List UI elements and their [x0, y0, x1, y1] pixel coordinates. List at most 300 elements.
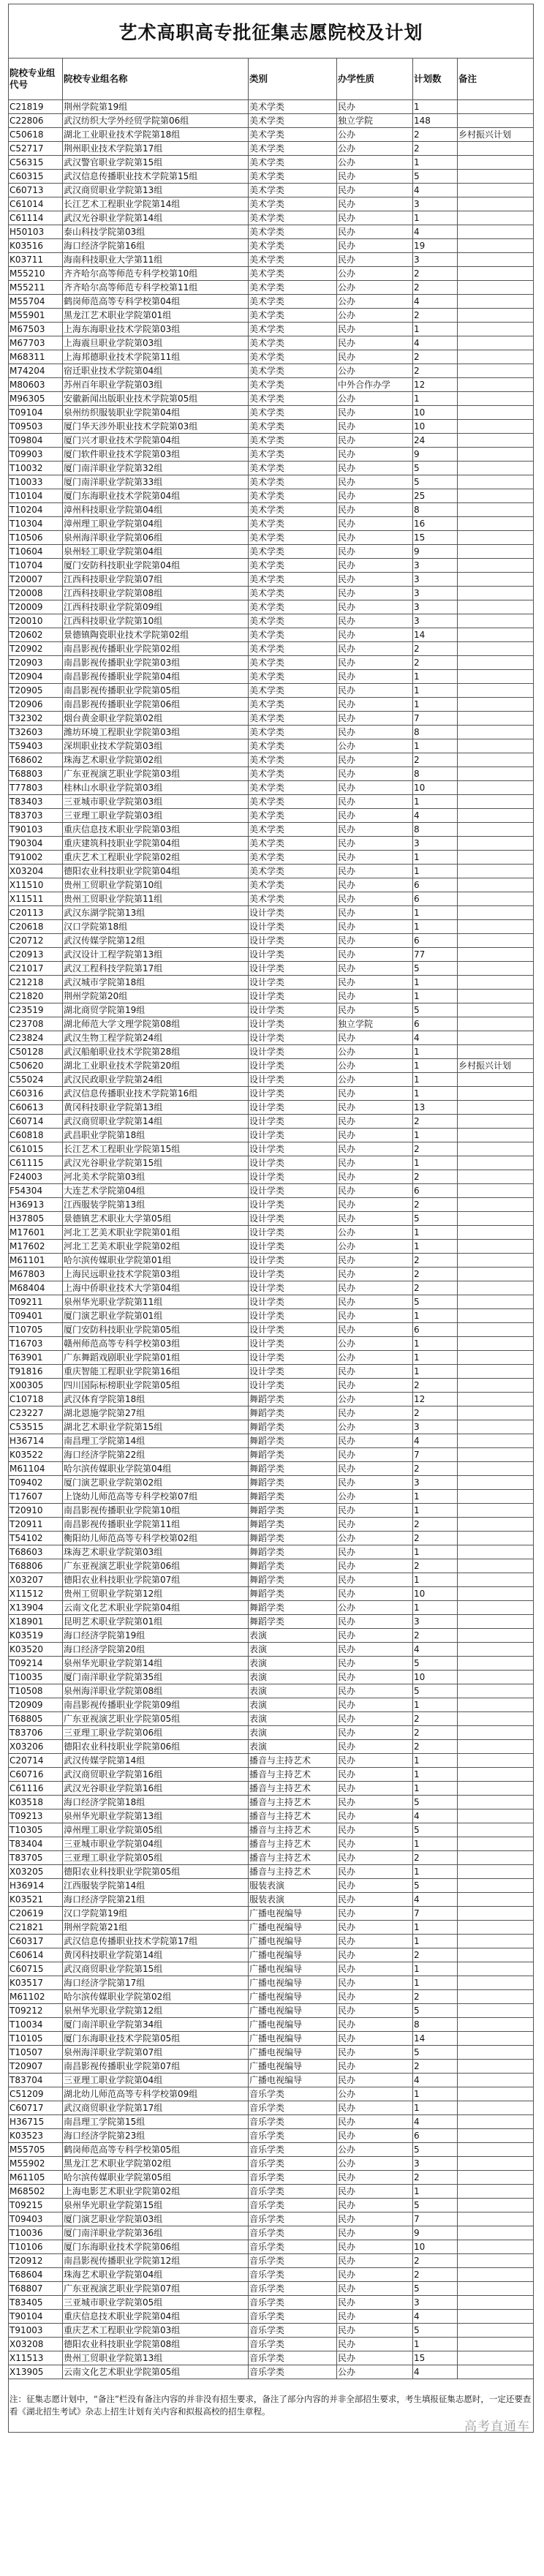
cell-code: T68806 — [9, 1559, 63, 1573]
cell-count: 2 — [413, 350, 458, 364]
cell-category: 设计学类 — [249, 1115, 337, 1129]
cell-count: 6 — [413, 1184, 458, 1198]
cell-count: 1 — [413, 990, 458, 1003]
cell-name: 贵州工贸职业学院第10组 — [63, 878, 249, 892]
cell-count: 2 — [413, 1726, 458, 1740]
cell-category: 美术学类 — [249, 712, 337, 726]
cell-category: 美术学类 — [249, 823, 337, 837]
cell-nature: 民办 — [337, 2171, 413, 2185]
cell-note — [458, 1073, 534, 1087]
table-row — [9, 1754, 534, 1768]
cell-name: 德阳农业科技职业学院第08组 — [63, 2338, 249, 2351]
cell-note — [458, 1782, 534, 1796]
cell-category: 美术学类 — [249, 656, 337, 670]
table-row — [9, 2087, 534, 2101]
cell-nature: 民办 — [337, 962, 413, 976]
cell-nature: 民办 — [337, 2268, 413, 2282]
cell-code: T09903 — [9, 448, 63, 462]
table-row — [9, 420, 534, 434]
cell-code: T63901 — [9, 1351, 63, 1365]
cell-category: 音乐学类 — [249, 2254, 337, 2268]
cell-category: 设计学类 — [249, 1087, 337, 1101]
cell-name: 大连艺术学院第04组 — [63, 1184, 249, 1198]
cell-category: 音乐学类 — [249, 2365, 337, 2379]
cell-nature: 公办 — [337, 1073, 413, 1087]
table-row — [9, 225, 534, 239]
cell-note — [458, 1698, 534, 1712]
cell-category: 广播电视编导 — [249, 1990, 337, 2004]
table-row — [9, 2129, 534, 2143]
cell-code: K03516 — [9, 239, 63, 253]
table-row — [9, 1712, 534, 1726]
cell-name: 南昌影视传播职业学院第12组 — [63, 2254, 249, 2268]
cell-category: 设计学类 — [249, 1101, 337, 1115]
cell-count: 4 — [413, 2074, 458, 2087]
cell-note — [458, 1045, 534, 1059]
table-row — [9, 1921, 534, 1935]
cell-note — [458, 406, 534, 420]
cell-nature: 民办 — [337, 1212, 413, 1226]
cell-note — [458, 2268, 534, 2282]
cell-name: 南昌影视传播职业学院第05组 — [63, 684, 249, 698]
cell-count: 1 — [413, 1129, 458, 1142]
cell-count: 2 — [413, 1198, 458, 1212]
cell-code: C61116 — [9, 1782, 63, 1796]
cell-count: 1 — [413, 1962, 458, 1976]
cell-category: 设计学类 — [249, 976, 337, 990]
cell-nature: 民办 — [337, 2060, 413, 2074]
cell-count: 4 — [413, 2365, 458, 2379]
header-row — [9, 59, 534, 100]
table-row — [9, 1129, 534, 1142]
table-row — [9, 726, 534, 739]
cell-count: 1 — [413, 1365, 458, 1379]
table-row — [9, 1017, 534, 1031]
cell-category: 美术学类 — [249, 698, 337, 712]
cell-nature: 民办 — [337, 1184, 413, 1198]
header-name: 院校专业组名称 — [63, 59, 249, 100]
cell-category: 设计学类 — [249, 1073, 337, 1087]
cell-note — [458, 1976, 534, 1990]
cell-name: 厦门演艺职业学院第02组 — [63, 1476, 249, 1490]
table-row — [9, 1657, 534, 1671]
cell-note — [458, 878, 534, 892]
cell-name: 厦门华天涉外职业技术学院第03组 — [63, 420, 249, 434]
cell-note — [458, 670, 534, 684]
cell-name: 鹤岗师范高等专科学校第05组 — [63, 2143, 249, 2157]
cell-note — [458, 114, 534, 128]
table-row — [9, 1365, 534, 1379]
cell-note — [458, 1587, 534, 1601]
cell-nature: 民办 — [337, 1587, 413, 1601]
cell-code: T10035 — [9, 1671, 63, 1684]
cell-count: 2 — [413, 128, 458, 142]
cell-count: 2 — [413, 1281, 458, 1295]
cell-code: C20913 — [9, 948, 63, 962]
cell-code: M55704 — [9, 295, 63, 309]
cell-name: 泉州华光职业学院第13组 — [63, 1809, 249, 1823]
table-row — [9, 1003, 534, 1017]
cell-note — [458, 1921, 534, 1935]
table-row — [9, 2296, 534, 2310]
cell-note — [458, 336, 534, 350]
cell-nature: 民办 — [337, 642, 413, 656]
cell-note — [458, 448, 534, 462]
cell-nature: 民办 — [337, 1907, 413, 1921]
cell-name: 泉州华光职业学院第14组 — [63, 1657, 249, 1671]
cell-category: 播音与主持艺术 — [249, 1837, 337, 1851]
cell-nature: 民办 — [337, 976, 413, 990]
cell-name: 赣州师范高等专科学校第03组 — [63, 1337, 249, 1351]
cell-note — [458, 1017, 534, 1031]
cell-nature: 公办 — [337, 142, 413, 156]
cell-category: 设计学类 — [249, 1281, 337, 1295]
cell-note — [458, 225, 534, 239]
cell-count: 12 — [413, 378, 458, 392]
cell-code: T09214 — [9, 1657, 63, 1671]
cell-category: 舞蹈学类 — [249, 1393, 337, 1406]
cell-note — [458, 1559, 534, 1573]
cell-name: 泉州华光职业学院第12组 — [63, 2004, 249, 2018]
cell-name: 德阳农业科技职业学院第04组 — [63, 865, 249, 878]
cell-name: 河北工艺美术职业学院第01组 — [63, 1226, 249, 1240]
cell-name: 武汉信息传播职业技术学院第16组 — [63, 1087, 249, 1101]
table-row — [9, 2185, 534, 2199]
table-row — [9, 350, 534, 364]
cell-name: 珠海艺术职业学院第04组 — [63, 2268, 249, 2282]
cell-code: M68404 — [9, 1281, 63, 1295]
table-row — [9, 1629, 534, 1643]
cell-code: T20911 — [9, 1518, 63, 1532]
cell-name: 海口经济学院第21组 — [63, 1893, 249, 1907]
cell-category: 广播电视编导 — [249, 2004, 337, 2018]
cell-code: K03522 — [9, 1448, 63, 1462]
cell-category: 表演 — [249, 1740, 337, 1754]
cell-note — [458, 1365, 534, 1379]
cell-count: 4 — [413, 1809, 458, 1823]
cell-code: M55705 — [9, 2143, 63, 2157]
table-row — [9, 1281, 534, 1295]
table-row — [9, 948, 534, 962]
cell-category: 播音与主持艺术 — [249, 1768, 337, 1782]
cell-category: 美术学类 — [249, 100, 337, 114]
cell-note — [458, 614, 534, 628]
cell-category: 美术学类 — [249, 837, 337, 851]
cell-count: 3 — [413, 559, 458, 573]
cell-note — [458, 2171, 534, 2185]
cell-count: 1 — [413, 1351, 458, 1365]
table-row — [9, 865, 534, 878]
cell-name: 哈尔滨传媒职业学院第05组 — [63, 2171, 249, 2185]
cell-nature: 民办 — [337, 1643, 413, 1657]
cell-note — [458, 1657, 534, 1671]
cell-code: K03520 — [9, 1643, 63, 1657]
table-row — [9, 1976, 534, 1990]
cell-name: 武汉城市学院第18组 — [63, 976, 249, 990]
cell-code: K03517 — [9, 1976, 63, 1990]
cell-name: 武汉商贸职业学院第14组 — [63, 1115, 249, 1129]
cell-nature: 民办 — [337, 1879, 413, 1893]
cell-category: 音乐学类 — [249, 2338, 337, 2351]
cell-count: 3 — [413, 600, 458, 614]
cell-code: K03519 — [9, 1629, 63, 1643]
cell-note — [458, 1754, 534, 1768]
cell-category: 设计学类 — [249, 1337, 337, 1351]
cell-code: T10104 — [9, 489, 63, 503]
cell-note — [458, 1434, 534, 1448]
cell-nature: 民办 — [337, 197, 413, 211]
cell-note — [458, 184, 534, 197]
cell-category: 表演 — [249, 1629, 337, 1643]
cell-name: 长江艺术工程职业学院第14组 — [63, 197, 249, 211]
cell-name: 南昌理工学院第15组 — [63, 2115, 249, 2129]
table-row — [9, 1323, 534, 1337]
cell-category: 播音与主持艺术 — [249, 1823, 337, 1837]
cell-count: 6 — [413, 878, 458, 892]
cell-name: 厦门兴才职业技术学院第04组 — [63, 434, 249, 448]
cell-nature: 民办 — [337, 1087, 413, 1101]
cell-note — [458, 656, 534, 670]
cell-nature: 公办 — [337, 1393, 413, 1406]
cell-name: 江西科技职业学院第09组 — [63, 600, 249, 614]
cell-note — [458, 906, 534, 920]
cell-note — [458, 1031, 534, 1045]
cell-name: 广东舞蹈戏剧职业学院第01组 — [63, 1351, 249, 1365]
table-row — [9, 1809, 534, 1823]
table-row — [9, 1532, 534, 1545]
cell-name: 哈尔滨传媒职业学院第04组 — [63, 1462, 249, 1476]
cell-count: 2 — [413, 281, 458, 295]
cell-category: 设计学类 — [249, 1142, 337, 1156]
cell-count: 12 — [413, 1393, 458, 1406]
cell-category: 美术学类 — [249, 475, 337, 489]
table-row — [9, 323, 534, 336]
cell-category: 美术学类 — [249, 309, 337, 323]
cell-name: 武汉光谷职业学院第16组 — [63, 1782, 249, 1796]
cell-category: 音乐学类 — [249, 2115, 337, 2129]
cell-count: 5 — [413, 462, 458, 475]
cell-category: 广播电视编导 — [249, 2060, 337, 2074]
cell-name: 重庆艺术工程职业学院第03组 — [63, 2324, 249, 2338]
cell-name: 厦门演艺职业学院第01组 — [63, 1309, 249, 1323]
cell-note — [458, 753, 534, 767]
table-row — [9, 628, 534, 642]
cell-count: 5 — [413, 170, 458, 184]
cell-note — [458, 1796, 534, 1809]
cell-note — [458, 170, 534, 184]
cell-nature: 民办 — [337, 851, 413, 865]
cell-nature: 民办 — [337, 1740, 413, 1754]
table-row — [9, 1643, 534, 1657]
cell-name: 武汉民政职业学院第24组 — [63, 1073, 249, 1087]
cell-note — [458, 1198, 534, 1212]
table-row — [9, 962, 534, 976]
cell-code: T10034 — [9, 2018, 63, 2032]
table-row — [9, 1865, 534, 1879]
cell-code: T20009 — [9, 600, 63, 614]
cell-nature: 民办 — [337, 1003, 413, 1017]
cell-name: 江西服装学院第14组 — [63, 1879, 249, 1893]
cell-category: 设计学类 — [249, 1059, 337, 1073]
cell-code: T20008 — [9, 587, 63, 600]
cell-name: 重庆信息技术职业学院第03组 — [63, 823, 249, 837]
cell-category: 表演 — [249, 1698, 337, 1712]
cell-code: T10506 — [9, 531, 63, 545]
cell-nature: 民办 — [337, 865, 413, 878]
cell-code: C51209 — [9, 2087, 63, 2101]
cell-count: 1 — [413, 1573, 458, 1587]
cell-note — [458, 1532, 534, 1545]
cell-code: M61102 — [9, 1990, 63, 2004]
cell-code: T68603 — [9, 1545, 63, 1559]
cell-nature: 公办 — [337, 156, 413, 170]
cell-nature: 民办 — [337, 2018, 413, 2032]
cell-name: 景德镇陶瓷职业技术学院第02组 — [63, 628, 249, 642]
cell-note — [458, 1323, 534, 1337]
table-row — [9, 267, 534, 281]
cell-count: 4 — [413, 295, 458, 309]
cell-count: 1 — [413, 1837, 458, 1851]
cell-count: 8 — [413, 767, 458, 781]
table-row — [9, 1142, 534, 1156]
cell-nature: 民办 — [337, 225, 413, 239]
cell-category: 美术学类 — [249, 684, 337, 698]
cell-name: 黄冈科技职业学院第14组 — [63, 1948, 249, 1962]
cell-note — [458, 2351, 534, 2365]
cell-count: 6 — [413, 934, 458, 948]
table-row — [9, 1406, 534, 1420]
cell-nature: 民办 — [337, 1254, 413, 1268]
cell-count: 9 — [413, 545, 458, 559]
cell-category: 舞蹈学类 — [249, 1559, 337, 1573]
cell-code: C61014 — [9, 197, 63, 211]
cell-nature: 民办 — [337, 573, 413, 587]
cell-name: 河北美术学院第03组 — [63, 1170, 249, 1184]
cell-name: 衡阳幼儿师范高等专科学校第02组 — [63, 1532, 249, 1545]
cell-code: T32302 — [9, 712, 63, 726]
cell-note — [458, 503, 534, 517]
cell-code: M61105 — [9, 2171, 63, 2185]
table-row — [9, 1254, 534, 1268]
table-row — [9, 2310, 534, 2324]
table-row — [9, 1115, 534, 1129]
table-row — [9, 531, 534, 545]
cell-category: 美术学类 — [249, 156, 337, 170]
cell-nature: 民办 — [337, 2254, 413, 2268]
cell-note — [458, 2282, 534, 2296]
cell-code: M67503 — [9, 323, 63, 336]
cell-name: 湖北师范大学文理学院第08组 — [63, 1017, 249, 1031]
cell-nature: 民办 — [337, 1365, 413, 1379]
cell-name: 武汉船舶职业技术学院第28组 — [63, 1045, 249, 1059]
cell-name: 武汉警官职业学院第15组 — [63, 156, 249, 170]
table-row — [9, 1935, 534, 1948]
table-row — [9, 2115, 534, 2129]
cell-category: 音乐学类 — [249, 2171, 337, 2185]
cell-code: K03521 — [9, 1893, 63, 1907]
cell-count: 5 — [413, 1684, 458, 1698]
cell-nature: 公办 — [337, 392, 413, 406]
cell-note — [458, 2185, 534, 2199]
cell-name: 长江艺术工程职业学院第15组 — [63, 1142, 249, 1156]
cell-category: 美术学类 — [249, 323, 337, 336]
cell-code: C60714 — [9, 1115, 63, 1129]
cell-category: 表演 — [249, 1684, 337, 1698]
cell-code: T09212 — [9, 2004, 63, 2018]
cell-category: 广播电视编导 — [249, 2046, 337, 2060]
cell-category: 播音与主持艺术 — [249, 1796, 337, 1809]
cell-count: 5 — [413, 962, 458, 976]
cell-code: C60614 — [9, 1948, 63, 1962]
cell-nature: 公办 — [337, 1059, 413, 1073]
plan-table — [8, 4, 534, 2433]
cell-category: 美术学类 — [249, 406, 337, 420]
cell-count: 1 — [413, 1698, 458, 1712]
cell-count: 4 — [413, 809, 458, 823]
cell-note — [458, 823, 534, 837]
cell-nature: 民办 — [337, 878, 413, 892]
cell-category: 美术学类 — [249, 545, 337, 559]
cell-note — [458, 1281, 534, 1295]
cell-category: 舞蹈学类 — [249, 1448, 337, 1462]
cell-nature: 民办 — [337, 545, 413, 559]
table-row — [9, 378, 534, 392]
table-row — [9, 1351, 534, 1365]
table-row — [9, 1226, 534, 1240]
cell-count: 14 — [413, 628, 458, 642]
cell-category: 服装表演 — [249, 1879, 337, 1893]
cell-note — [458, 1768, 534, 1782]
cell-note — [458, 378, 534, 392]
cell-nature: 民办 — [337, 1796, 413, 1809]
cell-note — [458, 1115, 534, 1129]
cell-nature: 民办 — [337, 2115, 413, 2129]
cell-note — [458, 1629, 534, 1643]
cell-note — [458, 2046, 534, 2060]
table-row — [9, 2351, 534, 2365]
table-row — [9, 1726, 534, 1740]
cell-category: 美术学类 — [249, 531, 337, 545]
cell-count: 7 — [413, 2212, 458, 2226]
cell-name: 重庆智能工程职业学院第16组 — [63, 1365, 249, 1379]
cell-category: 音乐学类 — [249, 2296, 337, 2310]
cell-code: X13905 — [9, 2365, 63, 2379]
cell-nature: 民办 — [337, 1170, 413, 1184]
table-row — [9, 462, 534, 475]
cell-count: 2 — [413, 1406, 458, 1420]
cell-count: 2 — [413, 1142, 458, 1156]
cell-code: C50618 — [9, 128, 63, 142]
cell-name: 江西服装学院第13组 — [63, 1198, 249, 1212]
cell-code: C60316 — [9, 1087, 63, 1101]
cell-name: 广东亚视演艺职业学院第05组 — [63, 1712, 249, 1726]
cell-nature: 民办 — [337, 1323, 413, 1337]
cell-nature: 民办 — [337, 2338, 413, 2351]
cell-note — [458, 726, 534, 739]
table-row — [9, 1879, 534, 1893]
cell-name: 云南文化艺术职业学院第04组 — [63, 1601, 249, 1615]
cell-note — [458, 1726, 534, 1740]
cell-count: 3 — [413, 1476, 458, 1490]
cell-code: C53515 — [9, 1420, 63, 1434]
cell-code: H36913 — [9, 1198, 63, 1212]
cell-name: 河北工艺美术职业学院第02组 — [63, 1240, 249, 1254]
cell-code: T20902 — [9, 642, 63, 656]
cell-category: 音乐学类 — [249, 2087, 337, 2101]
cell-name: 湖北艺术职业学院第15组 — [63, 1420, 249, 1434]
cell-code: T20906 — [9, 698, 63, 712]
cell-name: 哈尔滨传媒职业学院第02组 — [63, 1990, 249, 2004]
